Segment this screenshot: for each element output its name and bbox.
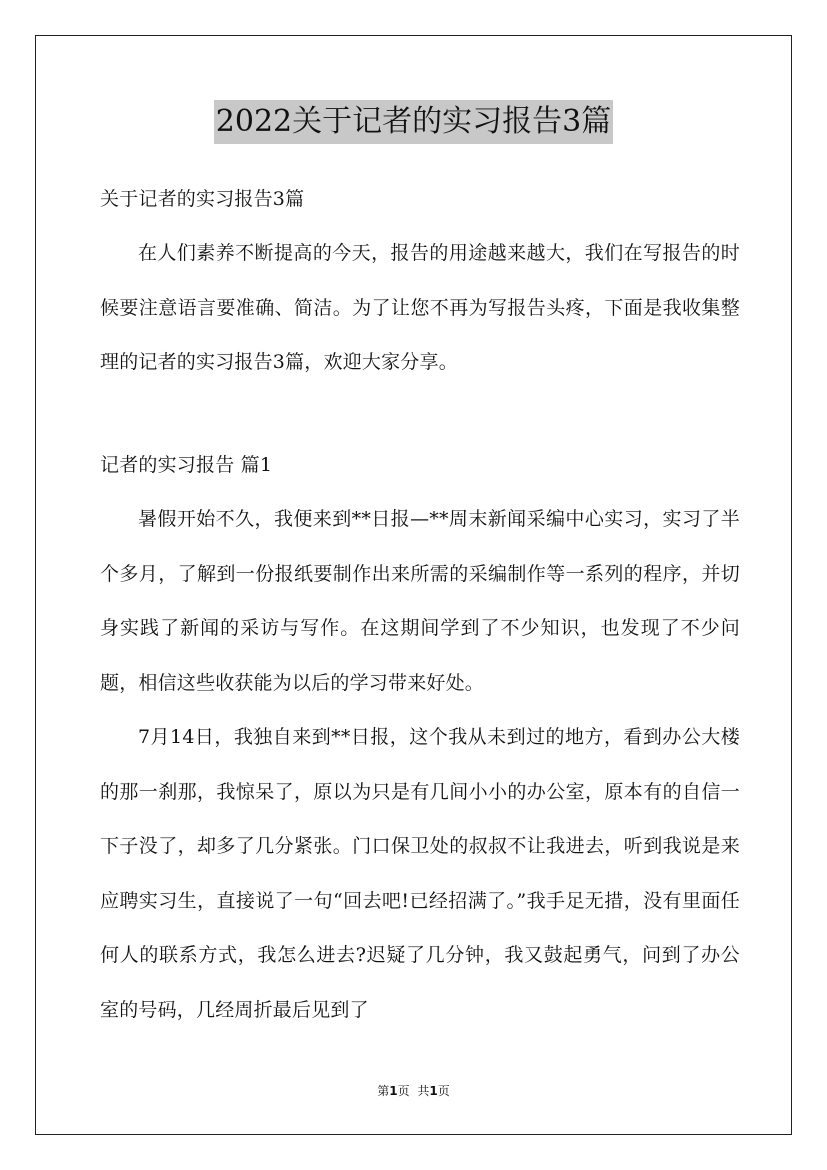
title-container: [0, 100, 827, 144]
document-body: [100, 172, 740, 1037]
section-heading: 记者的实习报告 篇1: [100, 453, 273, 476]
total-label-prefix: 共: [417, 1084, 430, 1098]
page-label-prefix: 第: [377, 1084, 390, 1098]
total-label-suffix: 页: [437, 1084, 450, 1098]
body-paragraph-2: 7月14日，我独自来到**日报，这个我从未到过的地方，看到办公大楼的那一刹那，我惊呆了，原以为只是有几间小小的办公室，原本有的自信一下子没了，却多了几分紧张。门口保卫处的叔叔不让我进去，听到我说是来应聘实习生，直接说了一句“回去吧!已经招满了。”我手足无措，没有里面任何人的联系方式，我怎么进去?迟疑了几分钟，我又鼓起勇气，问到了办公室的号码，几经周折最后见到了: [100, 726, 740, 1021]
document-title: 2022关于记者的实习报告3篇: [214, 100, 613, 144]
page-current-number: 1: [389, 1084, 398, 1098]
intro-paragraph: 在人们素养不断提高的今天，报告的用途越来越大，我们在写报告的时候要注意语言要准确、简洁。为了让您不再为写报告头疼，下面是我收集整理的记者的实习报告3篇，欢迎大家分享。: [100, 242, 740, 373]
page-label-suffix: 页: [397, 1084, 410, 1098]
page-total-number: 1: [429, 1084, 438, 1098]
body-paragraph-1: 暑假开始不久，我便来到**日报—**周末新闻采编中心实习，实习了半个多月，了解到一份报纸要制作出来所需的采编制作等一系列的程序，并切身实践了新闻的采访与写作。在这期间学到了不少知识，也发现了不少问题，相信这些收获能为以后的学习带来好处。: [100, 508, 740, 694]
document-subtitle: 关于记者的实习报告3篇: [100, 188, 305, 210]
page-footer: [0, 1082, 827, 1100]
